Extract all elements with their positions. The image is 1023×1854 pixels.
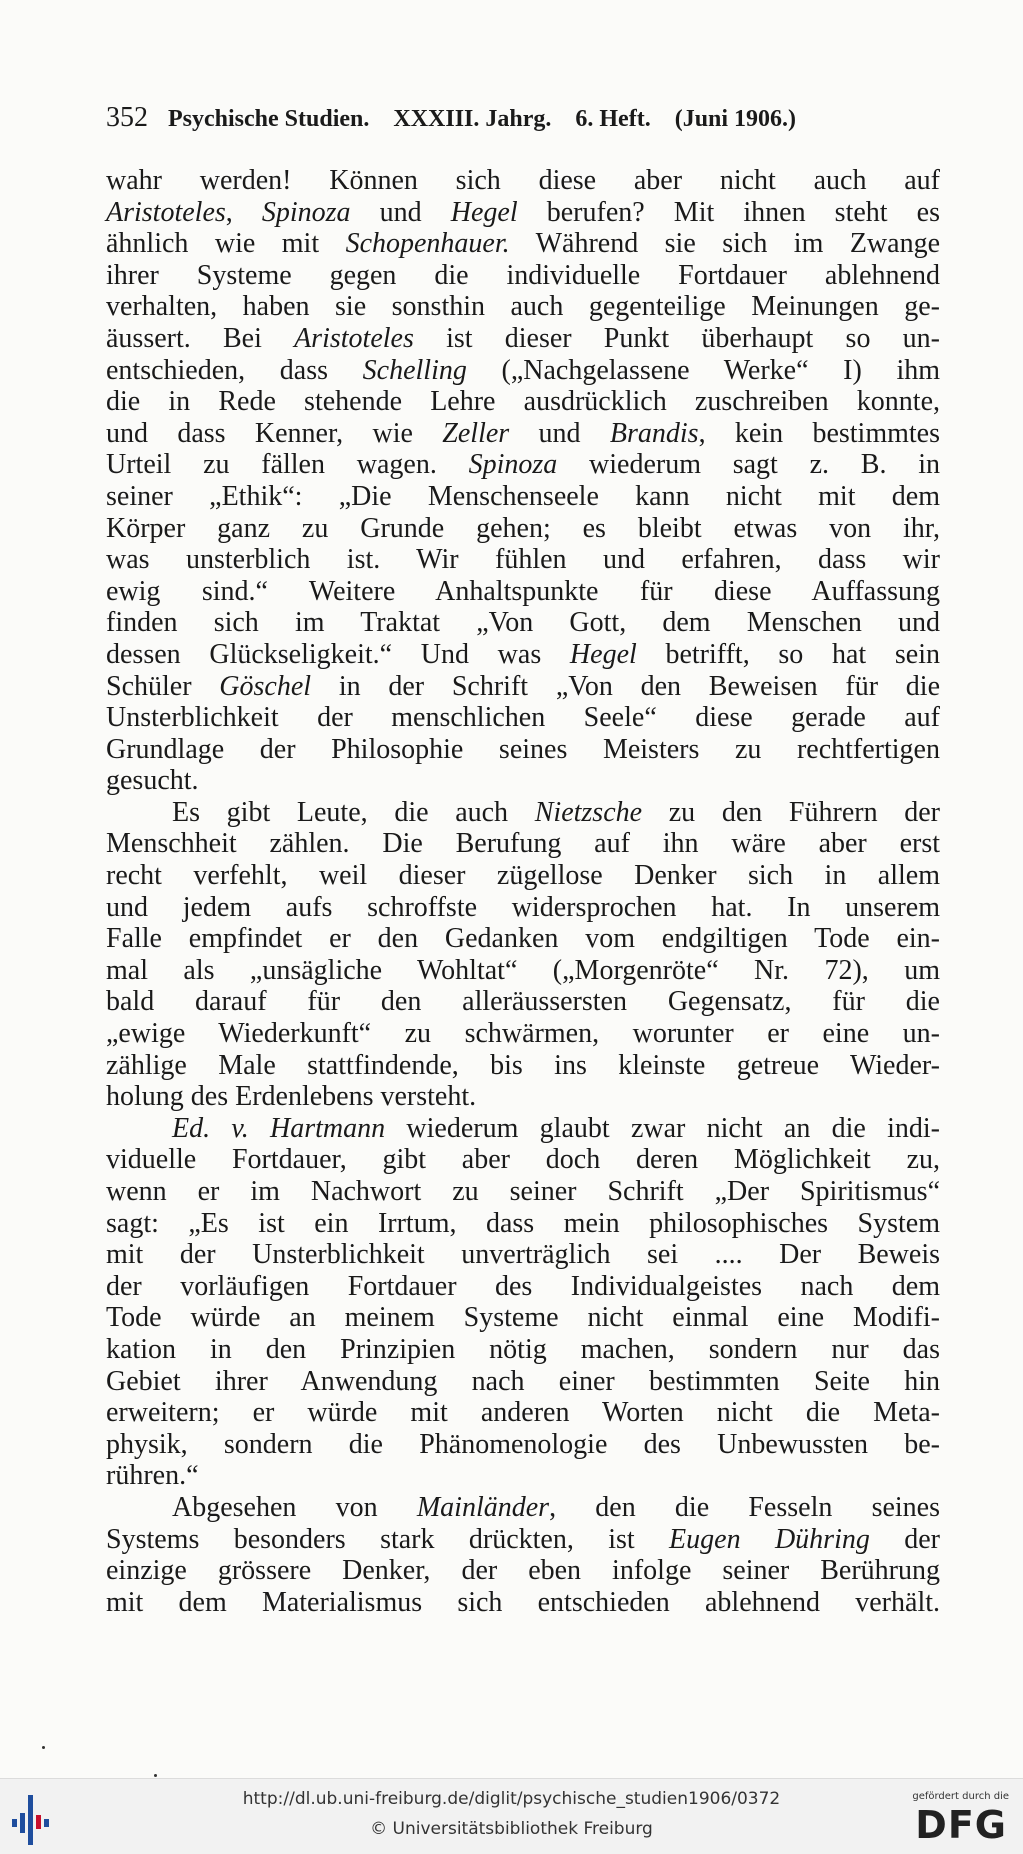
italic-name: Spinoza (468, 449, 558, 481)
text-run: finden sich im Traktat „Von Gott, dem Menschen und (106, 607, 940, 639)
italic-name: Spinoza (261, 196, 351, 228)
text-line (106, 923, 940, 955)
text-run: physik, sondern die Phänomenologie des Unbewussten be- (106, 1428, 940, 1460)
italic-name: Aristoteles (106, 196, 226, 228)
text-line (106, 165, 940, 197)
text-line (106, 860, 940, 892)
text-run: betrifft, so hat sein (636, 638, 940, 670)
text-line (106, 1334, 940, 1366)
text-run: in der Schrift „Von den Beweisen für die (311, 670, 941, 702)
text-run: wiederum glaubt zwar nicht an die indi- (385, 1112, 940, 1144)
page-number: 352 (106, 102, 148, 133)
text-run: Es gibt Leute, die auch (172, 796, 535, 828)
journal-date: (Juni 1906.) (674, 106, 797, 132)
text-line (106, 355, 940, 387)
viewer-footer (0, 1778, 1023, 1854)
text-line (106, 1050, 940, 1082)
text-run: ähnlich wie mit (106, 228, 346, 260)
text-line (106, 1429, 940, 1461)
text-line (106, 481, 940, 513)
text-line (106, 1176, 940, 1208)
text-run: rühren.“ (106, 1460, 199, 1492)
journal-title: Psychische Studien. (168, 106, 370, 132)
running-header (106, 102, 940, 134)
text-line (106, 955, 940, 987)
text-run: viduelle Fortdauer, gibt aber doch deren Möglichkeit zu, (106, 1144, 940, 1176)
text-run: äussert. Bei (106, 322, 295, 354)
text-run: der vorläufigen Fortdauer des Individualgeistes nach dem (106, 1270, 940, 1302)
text-run: Grundlage der Philosophie seines Meisters zu rechtfertigen (106, 733, 940, 765)
italic-name: Schopenhauer. (345, 228, 510, 260)
text-run: ihrer Systeme gegen die individuelle Fortdauer ablehnend (106, 259, 940, 291)
text-line (106, 386, 940, 418)
text-line (106, 1239, 940, 1271)
text-line (106, 1524, 940, 1556)
text-line (106, 1208, 940, 1240)
text-line (106, 228, 940, 260)
text-line (106, 765, 940, 797)
text-run: „ewige Wiederkunft“ zu schwärmen, worunter er eine un- (106, 1018, 940, 1050)
text-run: mal als „unsägliche Wohltat“ („Morgenröte“ Nr. 72), um (106, 954, 940, 986)
text-line (106, 291, 940, 323)
text-line (106, 702, 940, 734)
italic-name: Zeller (442, 417, 510, 449)
text-run: zählige Male stattfindende, bis ins kleinste getreue Wieder- (106, 1049, 940, 1081)
text-run: was unsterblich ist. Wir fühlen und erfahren, dass wir (106, 544, 940, 576)
text-run: Systems besonders stark drückten, ist (106, 1523, 670, 1555)
text-line (106, 197, 940, 229)
text-line (106, 671, 940, 703)
text-run: Gebiet ihrer Anwendung nach einer bestimmten Seite hin (106, 1365, 940, 1397)
document-url[interactable]: http://dl.ub.uni-freiburg.de/diglit/psychische_studien1906/0372 (242, 1789, 781, 1809)
text-run: mit der Unsterblichkeit unverträglich sei .... Der Beweis (106, 1239, 940, 1271)
text-run: Schüler (106, 670, 220, 702)
text-run: gesucht. (106, 765, 199, 797)
italic-name: Ed. v. Hartmann (172, 1112, 386, 1144)
text-line (106, 1113, 940, 1145)
italic-name: Brandis (609, 417, 699, 449)
text-run: und jedem aufs schroffste widersprochen hat. In unserem (106, 891, 940, 923)
text-run: Unsterblichkeit der menschlichen Seele“ diese gerade auf (106, 702, 940, 734)
text-line (106, 544, 940, 576)
text-line (106, 986, 940, 1018)
text-line (106, 576, 940, 608)
text-line (106, 1397, 940, 1429)
text-run: entschieden, dass (106, 354, 363, 386)
text-line (106, 1018, 940, 1050)
scan-speck (42, 1746, 45, 1749)
text-run: ewig sind.“ Weitere Anhaltspunkte für diese Auffassung (106, 575, 940, 607)
dfg-caption: gefördert durch die (912, 1791, 1009, 1802)
italic-name: Mainländer (416, 1491, 550, 1523)
text-line (106, 828, 940, 860)
text-run: mit dem Materialismus sich entschieden ablehnend verhält. (106, 1586, 940, 1618)
text-run: die in Rede stehende Lehre ausdrücklich zuschreiben konnte, (106, 386, 940, 418)
italic-name: Göschel (219, 670, 312, 702)
text-line (106, 797, 940, 829)
copyright-notice: © Universitätsbibliothek Freiburg (370, 1819, 653, 1839)
italic-name: Schelling (362, 354, 467, 386)
text-line (106, 513, 940, 545)
text-line (106, 1492, 940, 1524)
italic-name: Eugen Dühring (669, 1523, 870, 1555)
text-line (106, 449, 940, 481)
journal-volume: XXXIII. Jahrg. (393, 106, 552, 132)
text-line (106, 1555, 940, 1587)
text-line (106, 418, 940, 450)
text-run: seiner „Ethik“: „Die Menschenseele kann nicht mit dem (106, 480, 940, 512)
text-line (106, 1144, 940, 1176)
text-run: und (509, 417, 610, 449)
text-run: berufen? Mit ihnen steht es (517, 196, 940, 228)
text-line (106, 734, 940, 766)
text-run: sagt: „Es ist ein Irrtum, dass mein philosophisches System (106, 1207, 940, 1239)
text-line (106, 1587, 940, 1619)
text-run: ist dieser Punkt überhaupt so un- (413, 322, 940, 354)
text-run: , (225, 196, 262, 228)
text-run: , kein bestimmtes (698, 417, 940, 449)
text-run: recht verfehlt, weil dieser zügellose Denker sich in allem (106, 860, 940, 892)
text-run: , den die Fesseln seines (549, 1491, 940, 1523)
text-run: wenn er im Nachwort zu seiner Schrift „Der Spiritismus“ (106, 1176, 940, 1207)
text-run: einzige grössere Denker, der eben infolge seiner Berührung (106, 1555, 940, 1587)
text-line (106, 1460, 940, 1492)
text-run: der (869, 1523, 940, 1555)
dfg-logo: DFG (915, 1803, 1007, 1847)
text-line (106, 323, 940, 355)
text-line (106, 1081, 940, 1113)
text-run: dessen Glückseligkeit.“ Und was (106, 638, 570, 670)
text-line (106, 260, 940, 292)
text-line (106, 639, 940, 671)
text-run: Abgesehen von (172, 1491, 417, 1523)
text-line (106, 607, 940, 639)
italic-name: Hegel (450, 196, 518, 228)
text-run: kation in den Prinzipien nötig machen, sondern nur das (106, 1333, 940, 1365)
text-line (106, 1271, 940, 1303)
text-run: Tode würde an meinem Systeme nicht einmal eine Modifi- (106, 1302, 940, 1334)
text-run: bald darauf für den alleräussersten Gegensatz, für die (106, 986, 940, 1018)
text-run: verhalten, haben sie sonsthin auch gegenteilige Meinungen ge- (106, 291, 940, 323)
body-text (106, 165, 940, 1618)
text-run: Menschheit zählen. Die Berufung auf ihn wäre aber erst (106, 828, 940, 860)
text-line (106, 1302, 940, 1334)
text-run: („Nachgelassene Werke“ I) ihm (466, 354, 940, 386)
text-run: holung des Erdenlebens versteht. (106, 1081, 477, 1113)
text-run: und (350, 196, 451, 228)
text-run: und dass Kenner, wie (106, 417, 443, 449)
text-run: Urteil zu fällen wagen. (106, 449, 469, 481)
text-line (106, 892, 940, 924)
text-run: Während sie sich im Zwange (509, 228, 940, 260)
text-run: zu den Führern der (642, 796, 940, 828)
text-run: Körper ganz zu Grunde gehen; es bleibt etwas von ihr, (106, 512, 940, 544)
text-run: wahr werden! Können sich diese aber nicht auch auf (106, 165, 940, 196)
italic-name: Nietzsche (534, 796, 643, 828)
text-run: Falle empfindet er den Gedanken vom endgiltigen Tode ein- (106, 923, 940, 955)
italic-name: Aristoteles (294, 322, 414, 354)
text-line (106, 1366, 940, 1398)
journal-issue: 6. Heft. (575, 106, 651, 132)
text-run: erweitern; er würde mit anderen Worten nicht die Meta- (106, 1397, 940, 1429)
text-run: wiederum sagt z. B. in (557, 449, 940, 481)
italic-name: Hegel (569, 638, 637, 670)
scan-speck (154, 1774, 157, 1777)
